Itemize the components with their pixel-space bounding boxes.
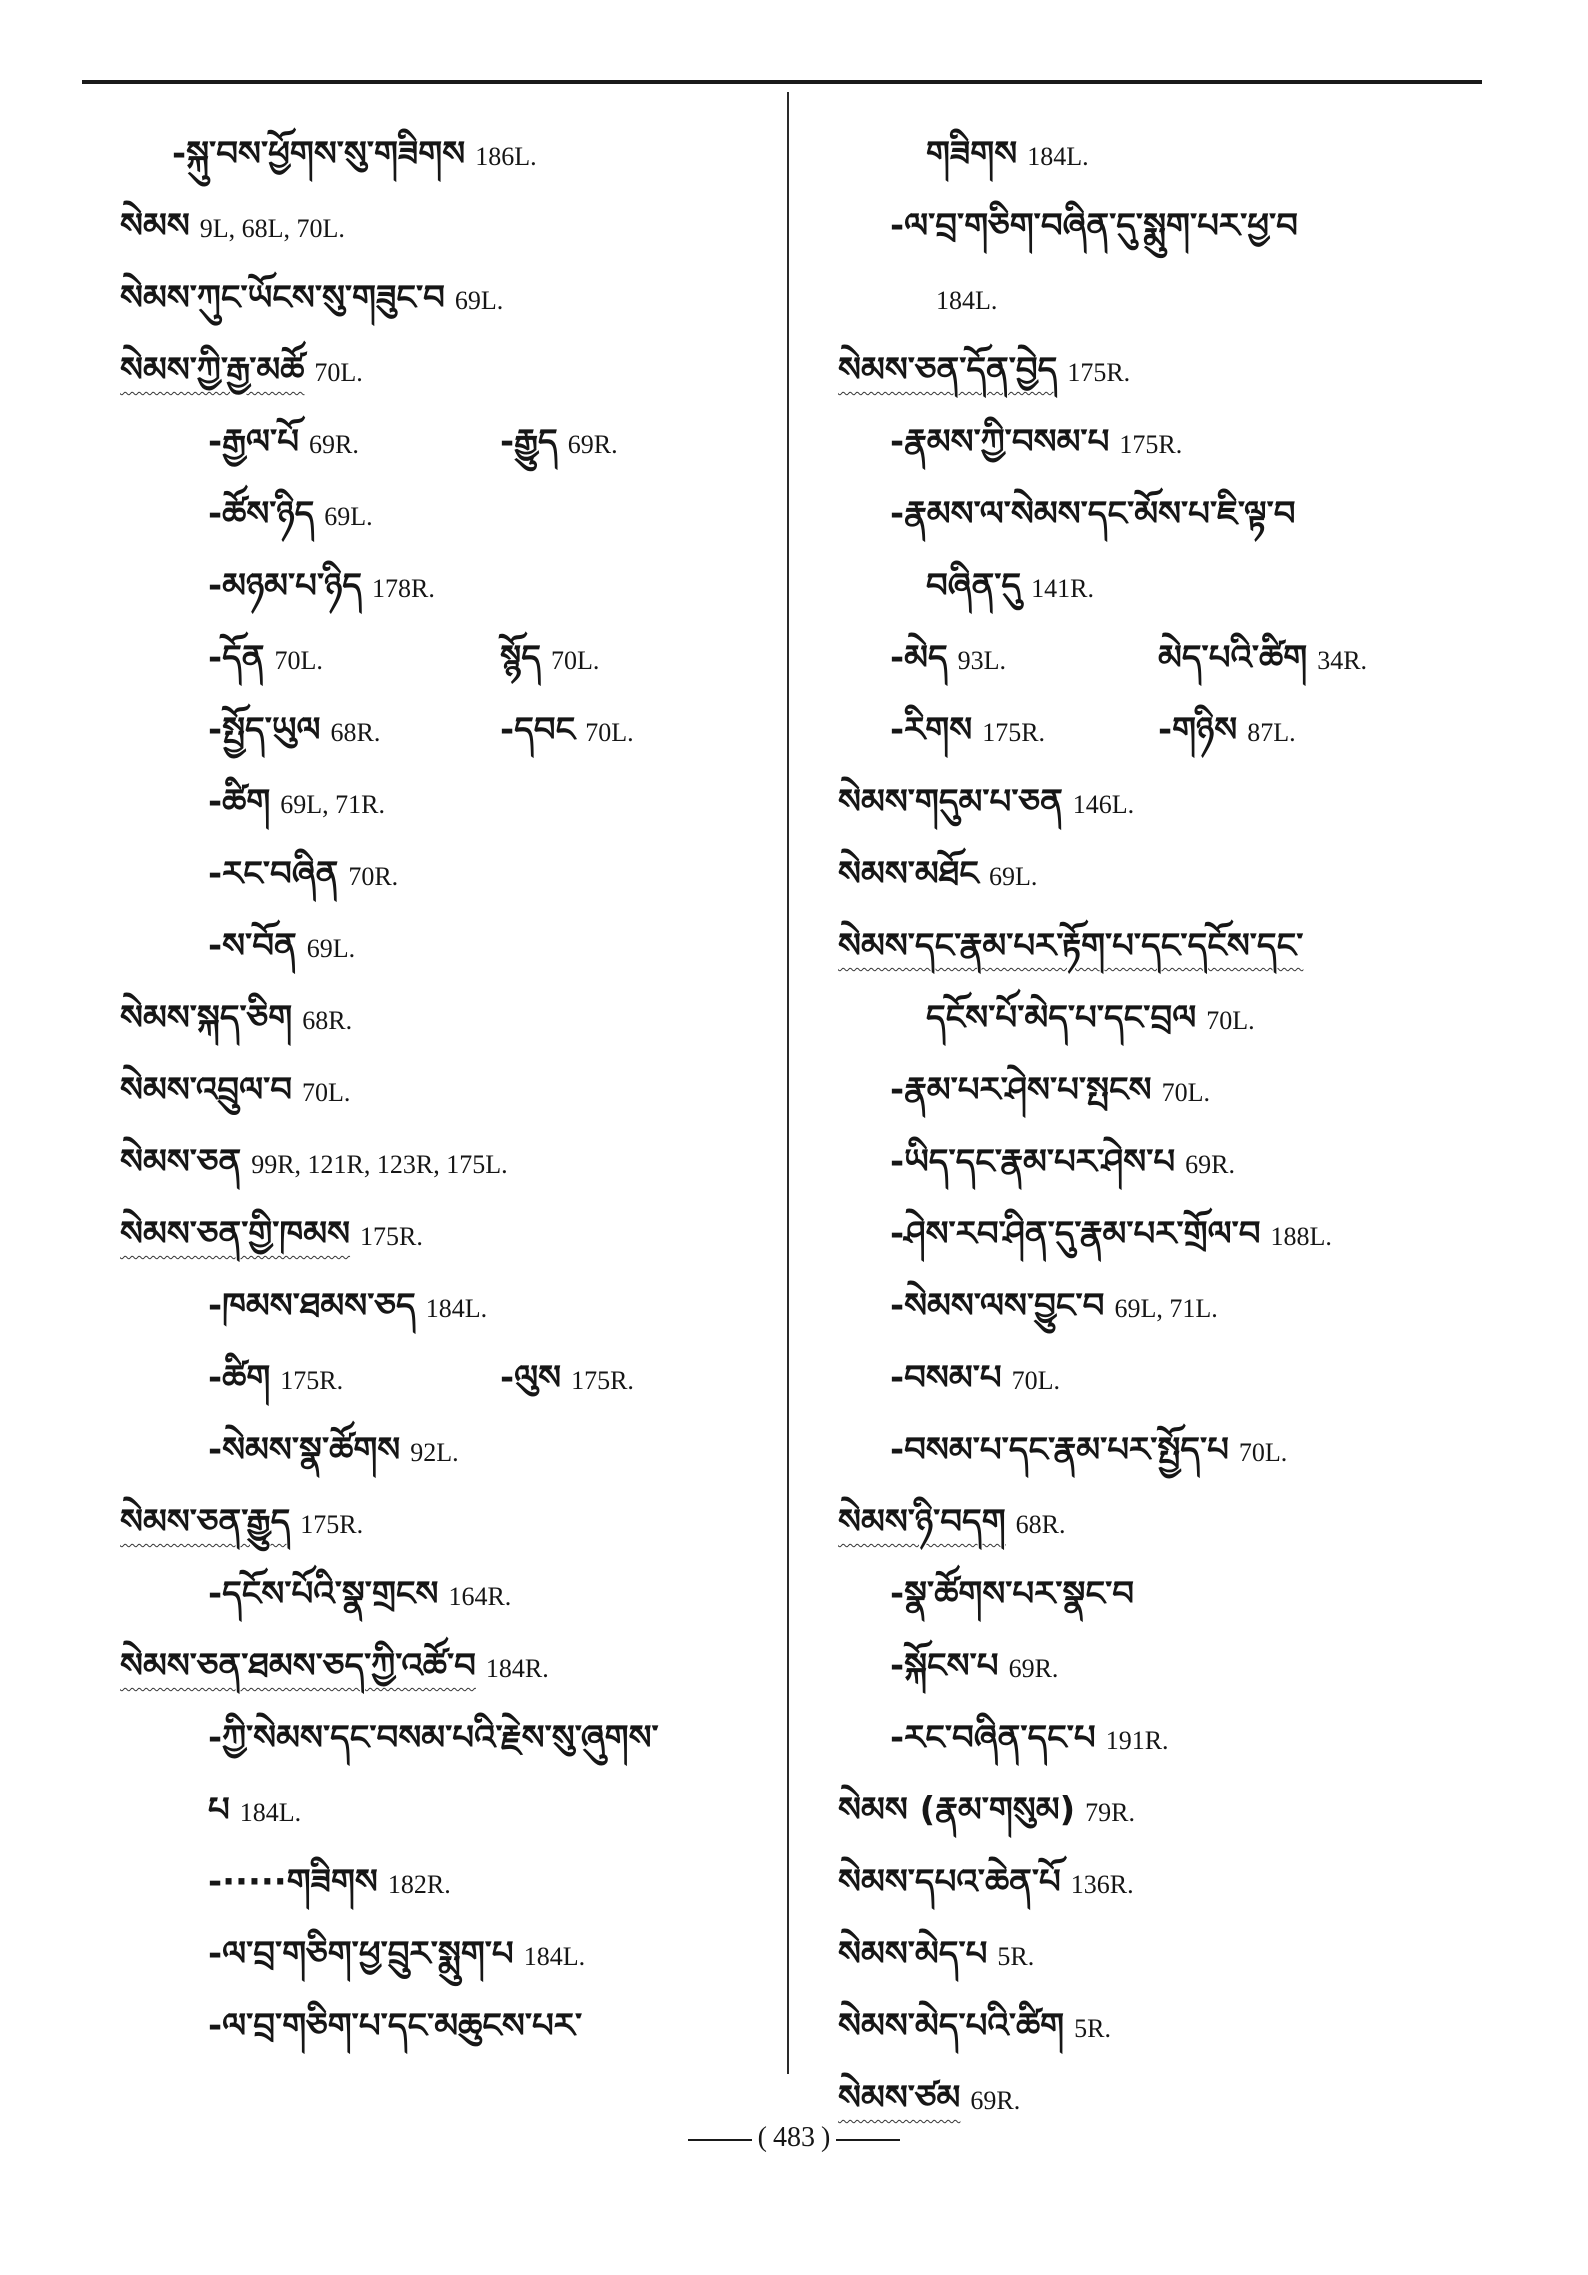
entry-headword: སེམས་མེད་པའི་ཚིག	[838, 2006, 1065, 2046]
index-entry	[120, 1414, 770, 1486]
index-entry	[838, 1054, 1478, 1126]
index-entry	[838, 982, 1478, 1054]
entry-headword: སེམས་ཀུང་ཡོངས་སུ་གཟུང་བ	[120, 278, 445, 318]
index-entry	[120, 190, 770, 262]
index-entry	[120, 1702, 770, 1774]
entry-page-ref: 69L.	[306, 934, 356, 963]
footer-dash-left	[688, 2139, 752, 2141]
entry-headword: -སྤྱོད་ཡུལ	[208, 710, 321, 750]
index-entry	[838, 1198, 1478, 1270]
entry-page-ref: 175R.	[1119, 430, 1183, 459]
right-column	[838, 118, 1478, 2134]
entry-headword: བཞིན་དུ	[926, 566, 1022, 606]
entry-headword: -རིགས	[890, 710, 973, 750]
entry-page-ref: 5R.	[997, 1942, 1035, 1971]
index-entry	[838, 1558, 1478, 1630]
entry-page-ref: 69L, 71L.	[1114, 1294, 1218, 1323]
entry-headword: -ས་བོན	[208, 926, 297, 966]
secondary-entry	[500, 1342, 634, 1420]
footer-close-paren: )	[821, 2122, 831, 2153]
entry-headword: -བསམ་པ	[890, 1358, 1002, 1398]
entry-page-ref: 68R.	[330, 718, 381, 747]
index-entry	[120, 334, 770, 406]
entry-page-ref: 70R.	[348, 862, 399, 891]
entry-headword: -སེམས་ལས་བྱུང་བ	[890, 1286, 1105, 1326]
entry-headword: -·····གཟིགས	[208, 1862, 378, 1902]
index-entry	[120, 550, 770, 622]
index-entry	[838, 118, 1478, 190]
entry-page-ref: 70L.	[1238, 1438, 1288, 1467]
entry-headword: -ལ་བྲ་གཅིག་པ་དང་མཆུངས་པར་	[208, 2006, 583, 2046]
entry-headword: སེམས	[120, 206, 190, 246]
index-entry	[838, 838, 1478, 910]
entry-headword: -དབང	[500, 710, 576, 750]
entry-page-ref: 69R.	[1185, 1150, 1235, 1179]
entry-headword: -ཚིག	[208, 1358, 271, 1398]
entry-headword: -བསམ་པ་དང་རྣམ་པར་སྤྱོད་པ	[890, 1430, 1229, 1470]
index-entry	[838, 1486, 1478, 1558]
index-entry	[120, 1990, 770, 2062]
entry-page-ref: 5R.	[1074, 2014, 1111, 2043]
entry-headword: -སྐོངས་པ	[890, 1646, 999, 1686]
index-entry	[120, 1774, 770, 1846]
entry-headword: པ	[208, 1790, 230, 1830]
index-entry	[838, 406, 1478, 478]
index-entry	[120, 1054, 770, 1126]
entry-page-ref: 70L.	[274, 646, 323, 675]
entry-page-ref: 146L.	[1072, 790, 1135, 819]
entry-headword: -གཉིས	[1158, 710, 1238, 750]
entry-page-ref: 188L.	[1270, 1222, 1332, 1251]
index-entry	[120, 694, 770, 766]
entry-headword: སེམས་སྐད་ཅིག	[120, 998, 293, 1038]
index-entry	[838, 622, 1478, 694]
entry-page-ref: 136R.	[1070, 1870, 1134, 1899]
entry-headword: -སྐུ་བས་ཕྱོགས་སུ་གཟིགས	[172, 134, 466, 174]
entry-headword: སེམས་ཅན་དོན་བྱེད	[838, 350, 1058, 390]
entry-page-ref: 87L.	[1247, 718, 1296, 747]
index-entry	[120, 1558, 770, 1630]
entry-page-ref: 184L.	[425, 1294, 488, 1323]
entry-headword: -ལུས	[500, 1358, 562, 1398]
entry-headword: -དངོས་པོའི་སྣ་གྲངས	[208, 1574, 439, 1614]
entry-page-ref: 68R.	[302, 1006, 353, 1035]
entry-headword: -མེད	[890, 638, 948, 678]
index-entry	[838, 910, 1478, 982]
secondary-entry	[500, 622, 599, 700]
footer-open-paren: (	[757, 2122, 767, 2153]
entry-page-ref: 70L.	[1206, 1006, 1255, 1035]
index-entry	[838, 766, 1478, 838]
index-entry	[838, 190, 1478, 262]
entry-page-ref: 69R.	[970, 2086, 1021, 2115]
entry-headword: སྙོད	[500, 638, 541, 678]
entry-page-ref: 175R.	[280, 1366, 344, 1395]
entry-headword: སེམས་མཐོང	[838, 854, 979, 894]
entry-page-ref: 9L, 68L, 70L.	[199, 214, 345, 243]
entry-page-ref: 175R.	[300, 1510, 364, 1539]
entry-headword: སེམས་མེད་པ	[838, 1934, 988, 1974]
index-entry	[120, 1486, 770, 1558]
index-entry	[120, 838, 770, 910]
entry-headword: -ལ་བྲ་གཅིག་བཞིན་དུ་སྨུག་པར་ཕྱ་བ	[890, 206, 1298, 246]
page-number: 483	[773, 2122, 815, 2153]
entry-page-ref: 70L.	[1161, 1078, 1210, 1107]
index-entry	[838, 1846, 1478, 1918]
entry-page-ref: 70L.	[1011, 1366, 1061, 1395]
entry-page-ref: 175R.	[360, 1222, 423, 1251]
entry-page-ref: 184R.	[485, 1654, 549, 1683]
index-entry	[120, 982, 770, 1054]
entry-headword: སེམས་ཅན་གྱི་ཁམས	[120, 1214, 351, 1254]
index-entry	[120, 766, 770, 838]
entry-page-ref: 178R.	[372, 574, 435, 603]
entry-headword: -ཁམས་ཐམས་ཅད	[208, 1286, 416, 1326]
entry-page-ref: 69L.	[324, 502, 373, 531]
entry-page-ref: 69R.	[309, 430, 359, 459]
entry-headword: -ཡིད་དང་རྣམ་པར་ཤེས་པ	[890, 1142, 1176, 1182]
index-entry	[120, 1918, 770, 1990]
index-entry	[120, 1846, 770, 1918]
entry-page-ref: 175R.	[1067, 358, 1131, 387]
index-entry	[838, 1918, 1478, 1990]
secondary-entry	[500, 406, 618, 484]
entry-page-ref: 68R.	[1015, 1510, 1066, 1539]
index-entry	[120, 622, 770, 694]
entry-page-ref: 34R.	[1317, 646, 1368, 675]
entry-page-ref: 141R.	[1031, 574, 1094, 603]
entry-page-ref: 70L.	[302, 1078, 351, 1107]
entry-headword: -རང་བཞིན	[208, 854, 339, 894]
entry-headword: སེམས་གདུམ་པ་ཅན	[838, 782, 1063, 822]
secondary-entry	[500, 694, 634, 772]
index-entry	[120, 1270, 770, 1342]
entry-headword: -ཀྱི་སེམས་དང་བསམ་པའི་རྗེས་སུ་ཞུགས་	[208, 1718, 659, 1758]
entry-headword: -རང་བཞིན་དང་པ	[890, 1718, 1096, 1758]
entry-page-ref: 70L.	[585, 718, 634, 747]
top-rule	[82, 80, 1482, 84]
page-footer	[0, 2122, 1588, 2154]
entry-page-ref: 182R.	[387, 1870, 451, 1899]
entry-headword: སེམས་ཉི་བདག	[838, 1502, 1006, 1542]
entry-page-ref: 164R.	[448, 1582, 512, 1611]
index-entry	[838, 262, 1478, 334]
secondary-entry	[1158, 622, 1367, 700]
entry-page-ref: 184L.	[936, 286, 998, 315]
secondary-entry	[1158, 694, 1296, 772]
entry-headword: -ལ་བྲ་གཅིག་ཕྱ་བྲུར་སྨུག་པ	[208, 1934, 514, 1974]
footer-dash-right	[836, 2139, 900, 2141]
index-entry	[120, 1198, 770, 1270]
index-entry	[838, 550, 1478, 622]
index-entry	[120, 1342, 770, 1414]
entry-page-ref: 175R.	[982, 718, 1046, 747]
entry-headword: སེམས་འབྲུལ་བ	[120, 1070, 293, 1110]
entry-page-ref: 69R.	[567, 430, 618, 459]
entry-headword: སེམས་ཅན་རྒྱུད	[120, 1502, 291, 1542]
entry-headword: -དོན	[208, 638, 265, 678]
index-entry	[838, 478, 1478, 550]
index-entry	[120, 406, 770, 478]
left-column	[120, 118, 770, 2062]
index-entry	[120, 118, 770, 190]
index-entry	[120, 262, 770, 334]
entry-headword: མེད་པའི་ཚིག	[1158, 638, 1308, 678]
entry-headword: -ཚིག	[208, 782, 271, 822]
entry-page-ref: 69L.	[454, 286, 504, 315]
index-entry	[838, 1990, 1478, 2062]
entry-page-ref: 70L.	[550, 646, 600, 675]
entry-headword: སེམས (རྣམ་གསུམ)	[838, 1790, 1076, 1830]
index-entry	[838, 1414, 1478, 1486]
entry-page-ref: 99R, 121R, 123R, 175L.	[251, 1150, 508, 1179]
entry-page-ref: 191R.	[1105, 1726, 1169, 1755]
index-entry	[838, 1774, 1478, 1846]
entry-headword: -སེམས་སྣ་ཚོགས	[208, 1430, 401, 1470]
entry-page-ref: 69R.	[1008, 1654, 1059, 1683]
entry-headword: -རྣམས་ལ་སེམས་དང་མོས་པ་ཇི་ལྟ་བ	[890, 494, 1296, 534]
entry-page-ref: 184L.	[523, 1942, 586, 1971]
entry-page-ref: 93L.	[957, 646, 1007, 675]
index-entry	[838, 1342, 1478, 1414]
entry-page-ref: 184L.	[1027, 142, 1089, 171]
index-entry	[838, 1630, 1478, 1702]
index-entry	[838, 1126, 1478, 1198]
entry-headword: སེམས་ཀྱི་རྒྱ་མཚོ	[120, 350, 305, 390]
entry-headword: -ཤེས་རབ་ཤིན་དུ་རྣམ་པར་གྲོལ་བ	[890, 1214, 1261, 1254]
index-entry	[838, 1702, 1478, 1774]
index-entry	[120, 910, 770, 982]
entry-headword: སེམས་ཅན	[120, 1142, 242, 1182]
entry-headword: དངོས་པོ་མེད་པ་དང་བྲལ	[926, 998, 1197, 1038]
index-entry	[120, 478, 770, 550]
entry-headword: -ཚོས་ཉིད	[208, 494, 315, 534]
entry-page-ref: 92L.	[410, 1438, 459, 1467]
index-entry	[120, 1630, 770, 1702]
entry-headword: -རྣམས་ཀྱི་བསམ་པ	[890, 422, 1110, 462]
entry-page-ref: 70L.	[314, 358, 363, 387]
index-entry	[838, 694, 1478, 766]
entry-headword: སེམས་ཙམ	[838, 2078, 961, 2118]
entry-page-ref: 186L.	[475, 142, 537, 171]
index-entry	[120, 1126, 770, 1198]
entry-page-ref: 69L.	[988, 862, 1038, 891]
entry-page-ref: 184L.	[239, 1798, 302, 1827]
entry-headword: སེམས་དཔའ་ཆེན་པོ	[838, 1862, 1061, 1902]
index-entry	[838, 334, 1478, 406]
entry-headword: -རྣམ་པར་ཤེས་པ་སྤངས	[890, 1070, 1152, 1110]
entry-headword: -རྒྱལ་པོ	[208, 422, 299, 462]
entry-headword: སེམས་དང་རྣམ་པར་རྟོག་པ་དང་དངོས་དང་	[838, 926, 1304, 966]
entry-headword: -མཉམ་པ་ཉིད	[208, 566, 362, 606]
entry-headword: -རྒྱུད	[500, 422, 558, 462]
entry-page-ref: 79R.	[1085, 1798, 1135, 1827]
entry-page-ref: 175R.	[571, 1366, 634, 1395]
column-divider	[787, 92, 789, 2074]
entry-headword: སེམས་ཅན་ཐམས་ཅད་ཀྱི་འཚོ་བ	[120, 1646, 476, 1686]
entry-headword: གཟིགས	[926, 134, 1018, 174]
index-entry	[838, 1270, 1478, 1342]
entry-headword: -སྣ་ཚོགས་པར་སྣང་བ	[890, 1574, 1135, 1614]
entry-page-ref: 69L, 71R.	[280, 790, 385, 819]
